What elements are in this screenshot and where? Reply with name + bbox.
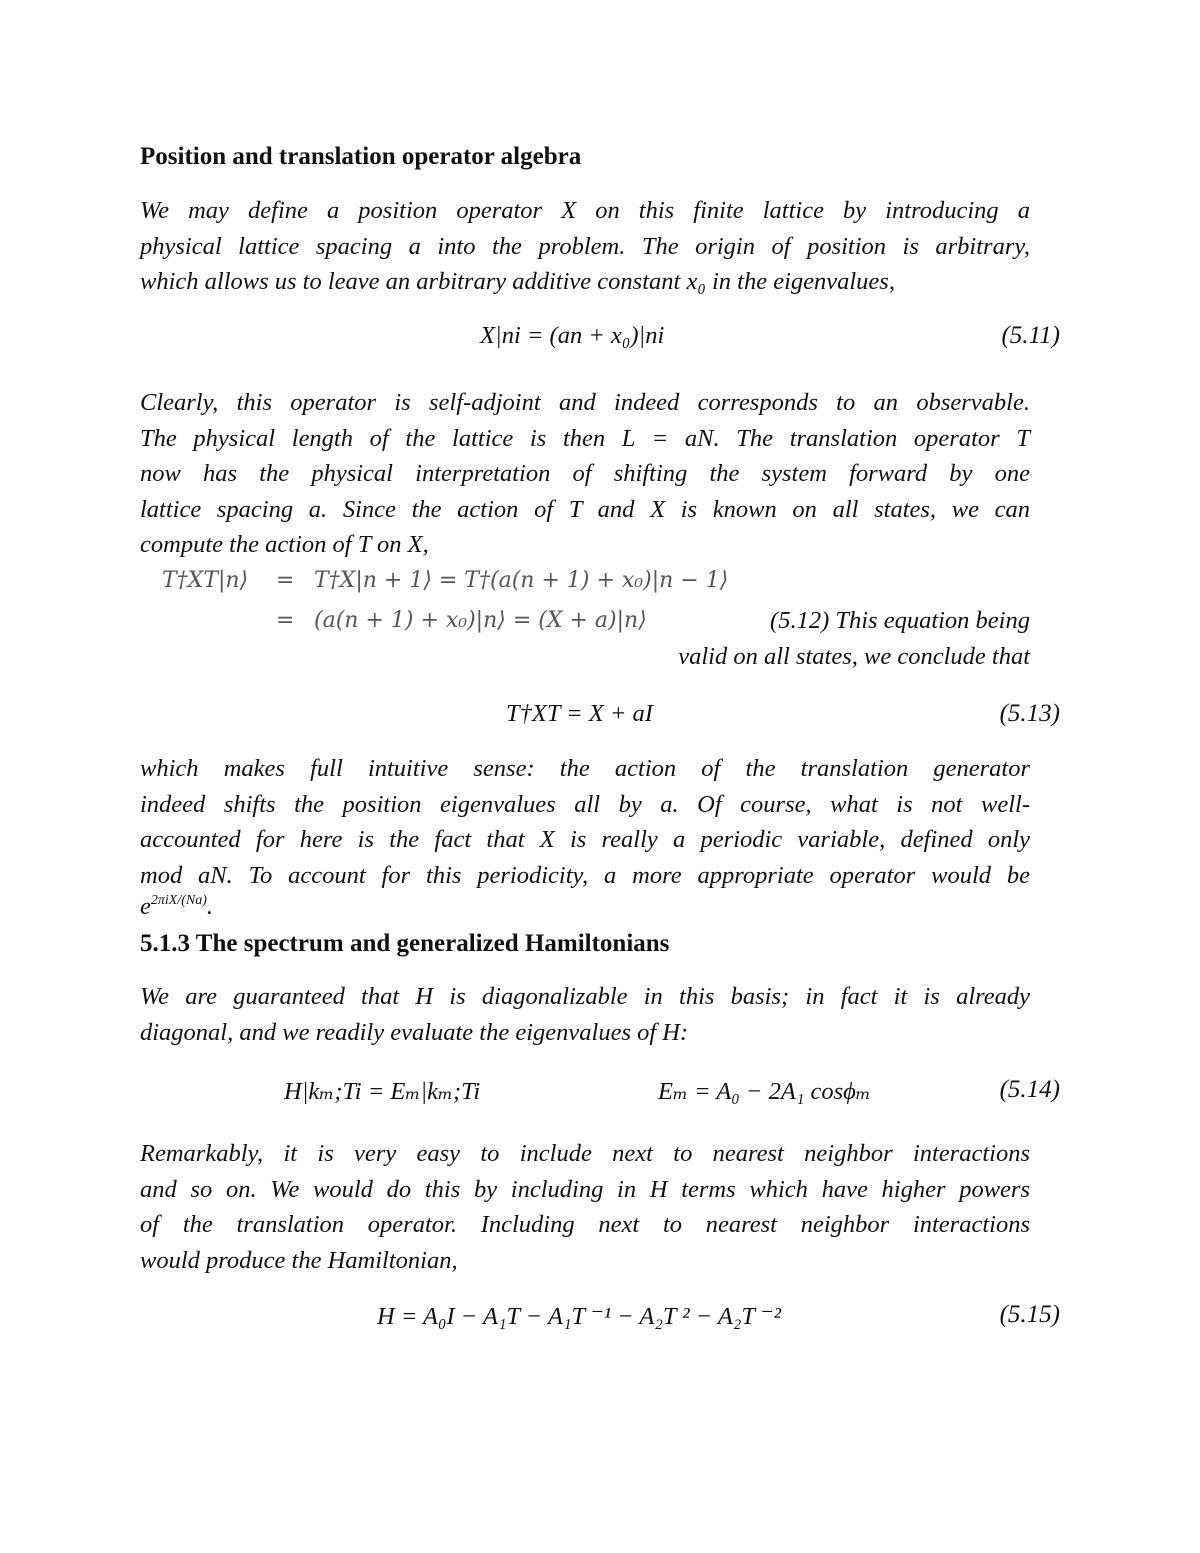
equation-5-15: H = A₀I − A₁T − A₁T ⁻¹ − A₂T ² − A₂T ⁻²: [377, 1303, 781, 1330]
paragraph-line: We may define a position operator X on this finite lattice by introducing a: [140, 197, 1030, 224]
paragraph-line: of the translation operator. Including next to nearest neighbor interactions: [140, 1211, 1030, 1238]
paragraph-line: which allows us to leave an arbitrary additive constant x₀ in the eigenvalues,: [140, 268, 895, 295]
paragraph-line: would produce the Hamiltonian,: [140, 1246, 458, 1274]
equation-number-5-12-with-text: (5.12) This equation being: [770, 607, 1030, 634]
paragraph-position-operator: [140, 193, 1030, 300]
periodic-operator-expression: [140, 893, 213, 921]
equation-number-5-15: (5.15): [999, 1301, 1060, 1328]
paragraph-line: Remarkably, it is very easy to include next to nearest neighbor interactions: [140, 1140, 1030, 1167]
equation-number-5-13: (5.13): [999, 700, 1060, 727]
paragraph-line: lattice spacing a. Since the action of T and X is known on all states, we can: [140, 495, 1030, 523]
equation-5-11: X|ni = (an + x₀)|ni: [480, 322, 665, 349]
paragraph-intuitive-sense: [140, 751, 1030, 893]
section-heading-spectrum: 5.1.3 The spectrum and generalized Hamiltonians: [140, 930, 670, 957]
equation-5-12-equals-2: =: [276, 608, 295, 633]
paragraph-line: which makes full intuitive sense: the action of the translation generator: [140, 755, 1030, 782]
paragraph-line: diagonal, and we readily evaluate the eigenvalues of H:: [140, 1018, 689, 1046]
equation-5-12-rhs-1: T†X|n + 1⟩ = T†(a(n + 1) + x₀)|n − 1⟩: [314, 568, 729, 593]
paragraph-diagonalizable: [140, 979, 1030, 1050]
paragraph-line: We are guaranteed that H is diagonalizable in this basis; in fact it is already: [140, 983, 1030, 1010]
equation-5-13: T†XT = X + aI: [506, 700, 653, 727]
paragraph-line: The physical length of the lattice is then L = aN. The translation operator T: [140, 424, 1030, 452]
equation-5-12-equals-1: =: [276, 568, 295, 593]
paragraph-line: now has the physical interpretation of shifting the system forward by one: [140, 460, 1030, 487]
exp-tail: .: [206, 893, 214, 920]
paragraph-line: physical lattice spacing a into the problem. The origin of position is arbitrary,: [140, 232, 1030, 260]
paragraph-self-adjoint: [140, 385, 1030, 563]
paragraph-line: compute the action of T on X,: [140, 531, 429, 558]
paragraph-conclude-line: valid on all states, we conclude that: [678, 643, 1030, 670]
paragraph-line: mod aN. To account for this periodicity, a more appropriate operator would be: [140, 861, 1030, 889]
paragraph-line: Clearly, this operator is self-adjoint and indeed corresponds to an observable.: [140, 389, 1030, 416]
exp-base: e: [140, 893, 151, 920]
equation-5-14-left: H|kₘ;Ti = Eₘ|kₘ;Ti: [284, 1078, 481, 1105]
section-heading-position-translation: Position and translation operator algebra: [140, 143, 582, 170]
equation-number-5-14: (5.14): [999, 1076, 1060, 1103]
equation-5-12-rhs-2: (a(n + 1) + x₀)|n⟩ = (X + a)|n⟩: [314, 608, 647, 633]
equation-number-5-11: (5.11): [1001, 322, 1060, 349]
paragraph-line: and so on. We would do this by including in H terms which have higher powers: [140, 1175, 1030, 1203]
paragraph-next-nearest-neighbor: [140, 1136, 1030, 1278]
paragraph-line: accounted for here is the fact that X is really a periodic variable, defined only: [140, 826, 1030, 853]
equation-5-14-right: Eₘ = A₀ − 2A₁ cosϕₘ: [658, 1078, 871, 1105]
equation-5-12-lhs: T†XT|n⟩: [162, 568, 249, 593]
exp-superscript: 2πiX/(Na): [150, 893, 207, 908]
paragraph-line: indeed shifts the position eigenvalues all by a. Of course, what is not well-: [140, 790, 1030, 818]
